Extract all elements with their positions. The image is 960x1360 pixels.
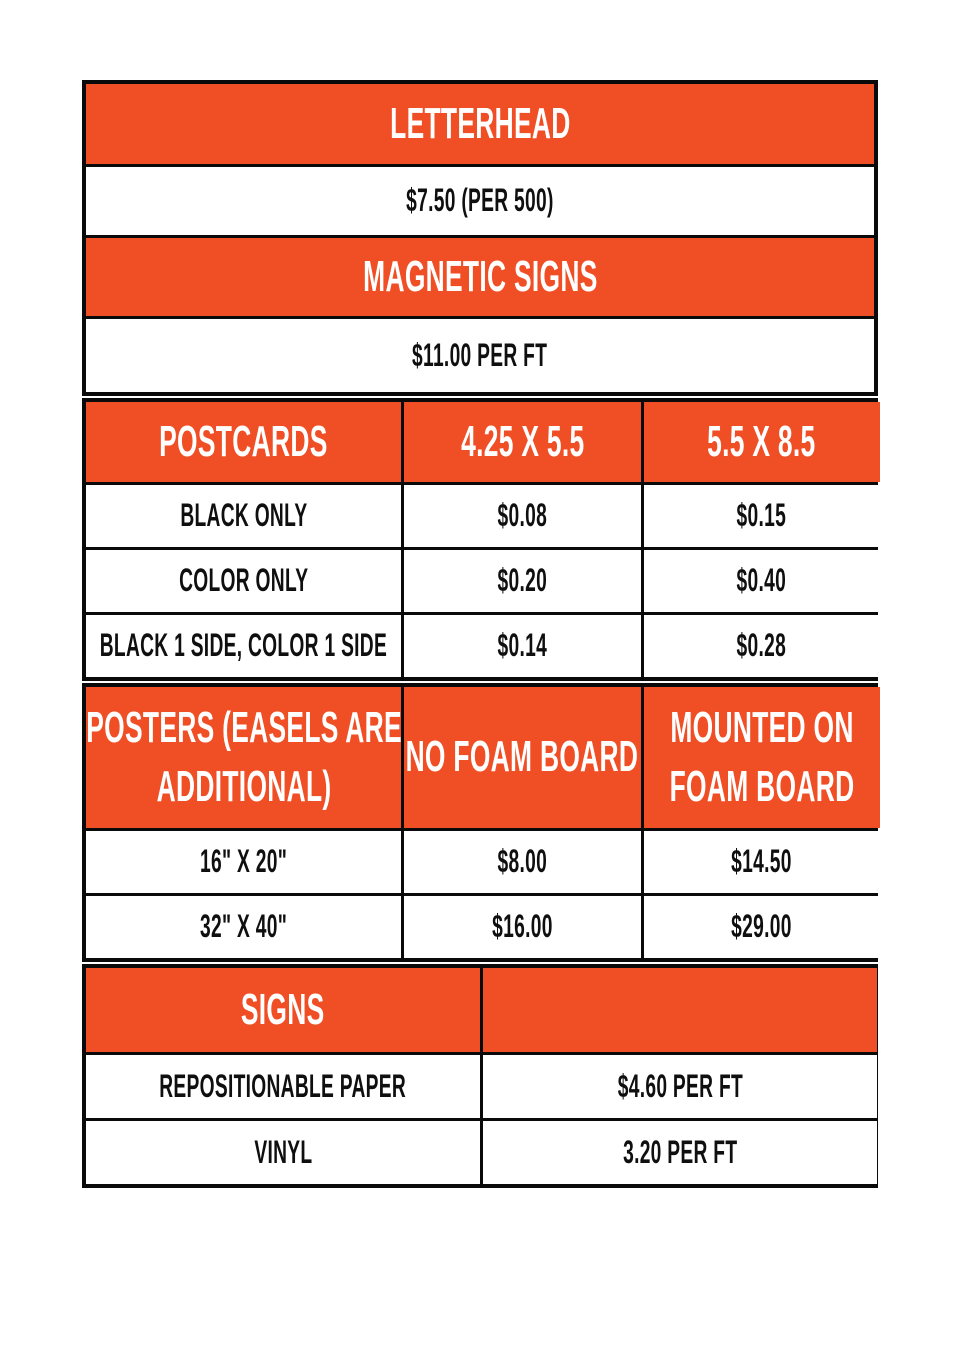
- price-value: $16.00: [492, 908, 553, 945]
- item-label: BLACK ONLY: [180, 497, 308, 534]
- price-cell: [641, 615, 880, 677]
- magnetic-signs-title: MAGNETIC SIGNS: [362, 251, 598, 301]
- price-sheet: [82, 80, 878, 1188]
- table-row: [86, 316, 874, 392]
- no-foam-board-header-cell: [401, 687, 640, 828]
- price-value: $0.20: [497, 562, 548, 599]
- table-row: [86, 235, 874, 316]
- signs-table: [82, 964, 878, 1188]
- item-label-cell: [86, 615, 401, 677]
- table-header-row: [86, 402, 874, 482]
- size-55x85-header-cell: [641, 402, 880, 482]
- price-value: $0.08: [497, 497, 548, 534]
- item-label-cell: [86, 831, 401, 893]
- size-55x85-header-label: 5.5 X 8.5: [707, 416, 816, 466]
- mounted-foam-board-header-cell: [641, 687, 880, 828]
- price-cell: [641, 550, 880, 612]
- price-value: $0.15: [737, 497, 787, 534]
- item-label: COLOR ONLY: [178, 562, 309, 599]
- price-value: $0.28: [737, 627, 787, 664]
- postcards-header-label: POSTCARDS: [159, 416, 328, 466]
- item-label: REPOSITIONABLE PAPER: [159, 1067, 407, 1104]
- price-value: $0.14: [497, 627, 548, 664]
- table-header-row: [86, 968, 874, 1052]
- table-row: [86, 1118, 874, 1184]
- table-row: [86, 828, 874, 893]
- signs-header-empty-cell: [480, 968, 877, 1052]
- magnetic-signs-header-cell: [86, 238, 874, 316]
- table-header-row: [86, 687, 874, 828]
- no-foam-board-header-label: NO FOAM BOARD: [406, 732, 639, 782]
- magnetic-signs-price-cell: [86, 319, 874, 392]
- table-row: [86, 1052, 874, 1118]
- item-label-cell: [86, 896, 401, 958]
- price-value: $29.00: [731, 908, 793, 945]
- price-value: $4.60 PER FT: [617, 1067, 743, 1104]
- price-value: 3.20 PER FT: [622, 1133, 738, 1170]
- table-row: [86, 164, 874, 235]
- table-row: [86, 482, 874, 547]
- price-cell: [641, 485, 880, 547]
- item-label: BLACK 1 SIDE, COLOR 1 SIDE: [99, 627, 388, 664]
- mounted-foam-board-header-line: MOUNTED ON: [670, 703, 854, 753]
- price-cell: [401, 615, 640, 677]
- table-row: [86, 84, 874, 164]
- size-425x55-header-label: 4.25 X 5.5: [460, 416, 585, 466]
- price-cell: [480, 1055, 877, 1118]
- price-value: $14.50: [731, 843, 793, 880]
- price-cell: [480, 1121, 877, 1184]
- letterhead-price: $7.50 (PER 500): [406, 182, 554, 219]
- postcards-header-cell: [86, 402, 401, 482]
- price-cell: [401, 831, 640, 893]
- posters-header-line: POSTERS (EASELS ARE: [86, 703, 402, 753]
- posters-header-cell: [86, 687, 401, 828]
- table-row: [86, 612, 874, 677]
- item-label-cell: [86, 550, 401, 612]
- item-label-cell: [86, 1055, 480, 1118]
- item-label: VINYL: [253, 1133, 313, 1170]
- letterhead-magnetic-table: [82, 80, 878, 396]
- item-label-cell: [86, 485, 401, 547]
- price-cell: [641, 831, 880, 893]
- posters-header-line: ADDITIONAL): [156, 761, 332, 811]
- item-label: 16" X 20": [200, 843, 288, 880]
- magnetic-signs-price: $11.00 PER FT: [412, 336, 548, 373]
- posters-table: [82, 683, 878, 962]
- price-value: $8.00: [497, 843, 548, 880]
- price-value: $0.40: [737, 562, 787, 599]
- postcards-table: [82, 398, 878, 681]
- letterhead-header-cell: [86, 84, 874, 164]
- table-row: [86, 893, 874, 958]
- item-label: 32" X 40": [200, 908, 288, 945]
- size-425x55-header-cell: [401, 402, 640, 482]
- letterhead-price-cell: [86, 167, 874, 235]
- price-cell: [401, 485, 640, 547]
- price-cell: [401, 896, 640, 958]
- letterhead-title: LETTERHEAD: [389, 98, 571, 148]
- signs-header-cell: [86, 968, 480, 1052]
- table-row: [86, 547, 874, 612]
- signs-header-label: SIGNS: [241, 984, 325, 1034]
- price-cell: [641, 896, 880, 958]
- price-cell: [401, 550, 640, 612]
- item-label-cell: [86, 1121, 480, 1184]
- mounted-foam-board-header-line: FOAM BOARD: [669, 761, 855, 811]
